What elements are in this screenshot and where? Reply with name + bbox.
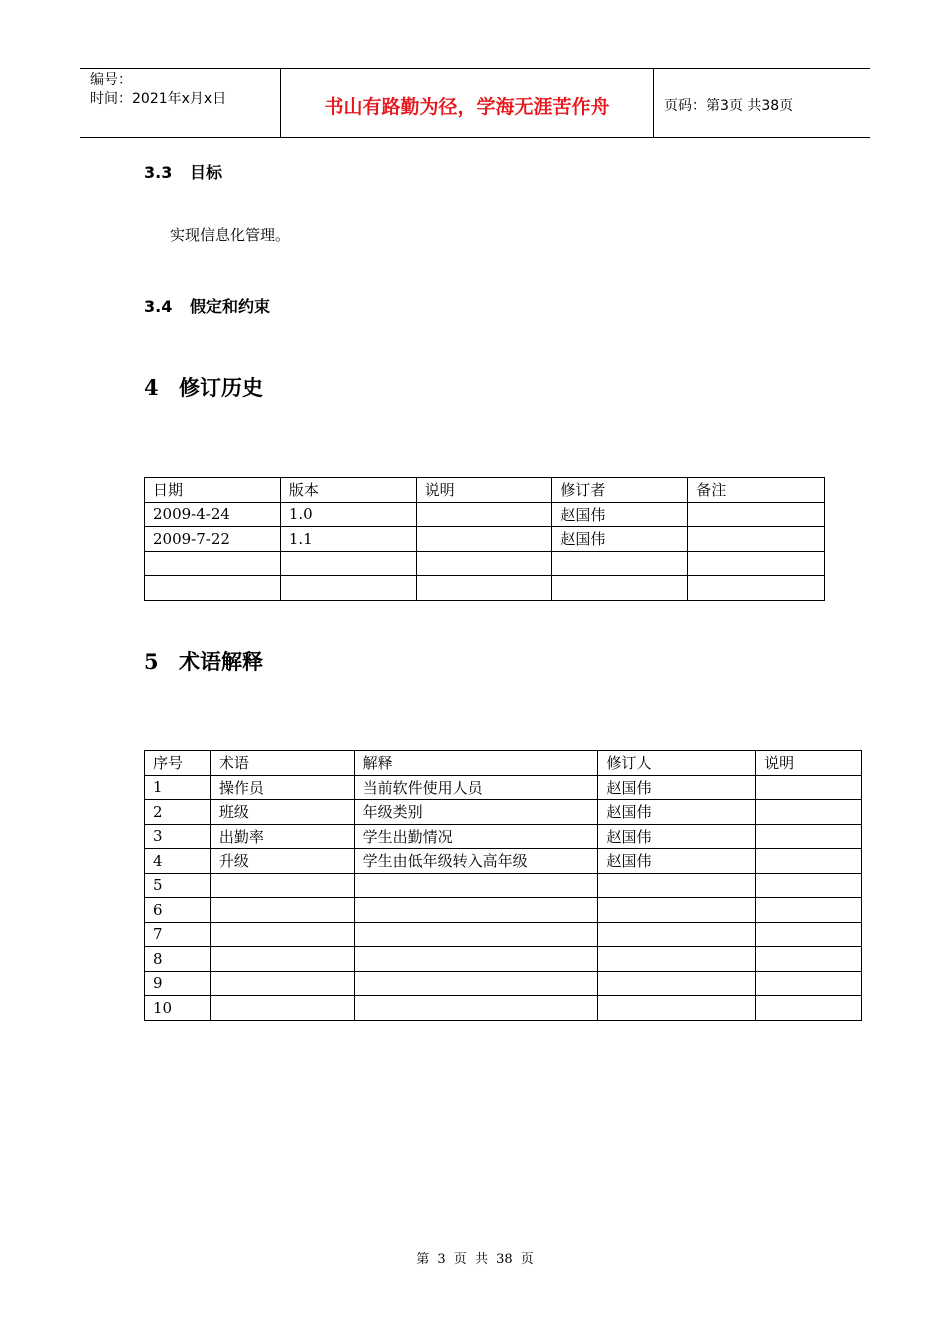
table-row: [145, 996, 862, 1021]
table-row: [145, 824, 862, 849]
table-cell: [552, 551, 688, 576]
table-cell: [756, 947, 862, 972]
column-header: 解释: [354, 751, 598, 776]
column-header: 术语: [210, 751, 354, 776]
table-cell: [598, 873, 756, 898]
table-cell: [688, 551, 825, 576]
table-row: [145, 576, 825, 601]
column-header: 日期: [145, 478, 281, 503]
table-cell: 升级: [210, 849, 354, 874]
column-header: 序号: [145, 751, 211, 776]
header-meta: [80, 69, 281, 137]
section-3-4-heading: [144, 294, 270, 317]
section-number: 3.4: [144, 297, 173, 316]
table-cell: 3: [145, 824, 211, 849]
table-row: [145, 898, 862, 923]
table-cell: 赵国伟: [598, 824, 756, 849]
table-cell: [688, 576, 825, 601]
table-cell: [280, 576, 416, 601]
table-cell: 出勤率: [210, 824, 354, 849]
table-cell: 年级类别: [354, 800, 598, 825]
time-label: 时间：2021年x月x日: [90, 91, 227, 107]
table-cell: [756, 971, 862, 996]
section-title: 术语解释: [179, 650, 263, 674]
table-cell: [210, 898, 354, 923]
table-row: [145, 873, 862, 898]
table-cell: 8: [145, 947, 211, 972]
page-footer: [0, 1248, 950, 1267]
table-header-row: [145, 478, 825, 503]
section-title: 修订历史: [179, 376, 263, 400]
footer-total-word: 共: [474, 1252, 488, 1267]
table-cell: [756, 800, 862, 825]
table-cell: [354, 873, 598, 898]
section-5-heading: [144, 646, 263, 676]
table-cell: 1: [145, 775, 211, 800]
section-title: 目标: [190, 163, 223, 182]
table-cell: 5: [145, 873, 211, 898]
footer-page-unit: 页: [453, 1252, 467, 1267]
table-cell: 2009-7-22: [145, 527, 281, 552]
table-cell: [598, 971, 756, 996]
table-cell: [756, 922, 862, 947]
table-cell: [210, 971, 354, 996]
revision-history-table: [144, 477, 825, 601]
table-cell: [598, 898, 756, 923]
page-header: [80, 68, 870, 138]
table-cell: [354, 922, 598, 947]
table-cell: [756, 996, 862, 1021]
table-cell: [756, 849, 862, 874]
section-3-3-body: 实现信息化管理。: [170, 226, 291, 244]
table-cell: [354, 898, 598, 923]
header-page-info: 页码：第3页 共38页: [664, 98, 794, 114]
table-cell: 4: [145, 849, 211, 874]
table-cell: 赵国伟: [598, 849, 756, 874]
table-cell: [416, 527, 552, 552]
table-row: [145, 922, 862, 947]
header-motto: 书山有路勤为径，学海无涯苦作舟: [281, 69, 654, 137]
table-cell: [210, 873, 354, 898]
table-cell: 班级: [210, 800, 354, 825]
section-number: 3.3: [144, 163, 173, 182]
column-header: 备注: [688, 478, 825, 503]
table-cell: [354, 996, 598, 1021]
table-cell: [210, 996, 354, 1021]
table-cell: 1.0: [280, 502, 416, 527]
section-4-heading: [144, 372, 263, 402]
table-cell: 2009-4-24: [145, 502, 281, 527]
footer-total-number: 38: [496, 1252, 513, 1267]
table-cell: [416, 576, 552, 601]
table-cell: [598, 947, 756, 972]
table-cell: 10: [145, 996, 211, 1021]
table-cell: 6: [145, 898, 211, 923]
table-cell: 赵国伟: [598, 775, 756, 800]
table-row: [145, 527, 825, 552]
table-cell: 赵国伟: [552, 527, 688, 552]
table-cell: [756, 873, 862, 898]
column-header: 修订人: [598, 751, 756, 776]
section-number: 5: [144, 649, 159, 674]
table-cell: [688, 527, 825, 552]
table-cell: [416, 551, 552, 576]
table-cell: [354, 947, 598, 972]
table-cell: 操作员: [210, 775, 354, 800]
footer-page-number: 3: [437, 1252, 446, 1267]
table-cell: [756, 898, 862, 923]
table-row: [145, 849, 862, 874]
table-row: [145, 502, 825, 527]
table-row: [145, 551, 825, 576]
table-cell: 当前软件使用人员: [354, 775, 598, 800]
column-header: 版本: [280, 478, 416, 503]
table-cell: [552, 576, 688, 601]
table-header-row: [145, 751, 862, 776]
table-cell: [598, 922, 756, 947]
table-cell: [598, 996, 756, 1021]
column-header: 说明: [416, 478, 552, 503]
footer-page-word: 第: [416, 1252, 430, 1267]
id-label: 编号：: [90, 72, 132, 88]
section-number: 4: [144, 375, 159, 400]
table-row: [145, 971, 862, 996]
table-cell: [210, 947, 354, 972]
table-cell: [756, 824, 862, 849]
table-cell: 学生由低年级转入高年级: [354, 849, 598, 874]
footer-total-unit: 页: [520, 1252, 534, 1267]
table-cell: [145, 576, 281, 601]
table-row: [145, 800, 862, 825]
table-cell: [210, 922, 354, 947]
table-row: [145, 775, 862, 800]
table-cell: [416, 502, 552, 527]
table-cell: [756, 775, 862, 800]
terms-table: [144, 750, 862, 1021]
section-title: 假定和约束: [190, 297, 271, 316]
column-header: 修订者: [552, 478, 688, 503]
section-3-3-heading: [144, 160, 222, 183]
table-cell: [280, 551, 416, 576]
table-cell: 学生出勤情况: [354, 824, 598, 849]
table-cell: 9: [145, 971, 211, 996]
column-header: 说明: [756, 751, 862, 776]
table-cell: 赵国伟: [598, 800, 756, 825]
table-cell: 7: [145, 922, 211, 947]
table-cell: [145, 551, 281, 576]
table-cell: [688, 502, 825, 527]
table-cell: 赵国伟: [552, 502, 688, 527]
table-cell: 2: [145, 800, 211, 825]
table-cell: 1.1: [280, 527, 416, 552]
table-cell: [354, 971, 598, 996]
table-row: [145, 947, 862, 972]
